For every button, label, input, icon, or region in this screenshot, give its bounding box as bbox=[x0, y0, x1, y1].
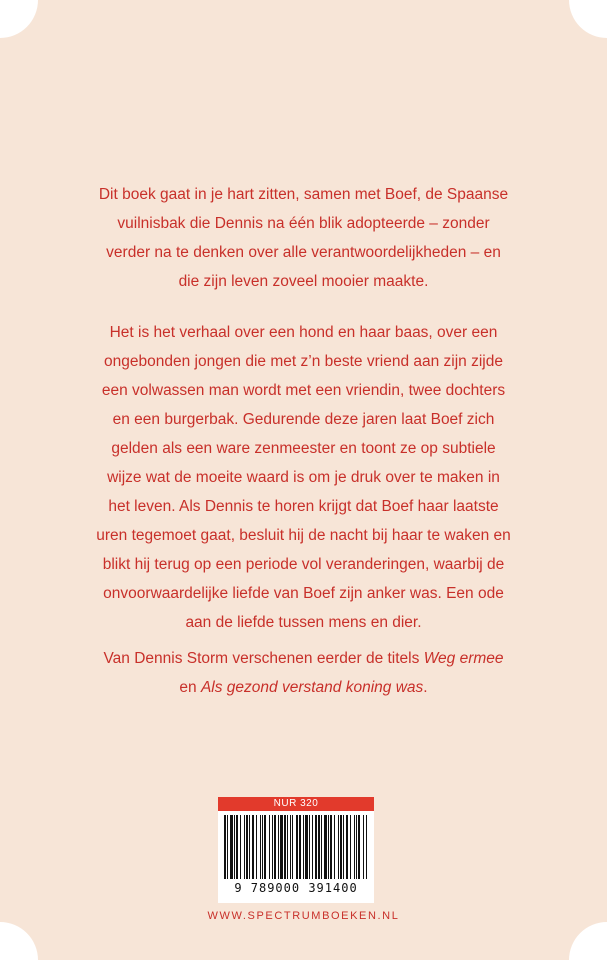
barcode-bar bbox=[234, 815, 235, 879]
previous-title-1: Weg ermee bbox=[423, 650, 504, 667]
barcode-bar bbox=[312, 815, 313, 879]
barcode-bar bbox=[224, 815, 226, 879]
barcode-bar bbox=[363, 815, 364, 879]
barcode-bar bbox=[278, 815, 279, 879]
barcode-bar bbox=[287, 815, 288, 879]
barcode-bar bbox=[262, 815, 263, 879]
previous-titles-note bbox=[96, 644, 511, 702]
barcode-bar bbox=[260, 815, 261, 879]
barcode-bar bbox=[366, 815, 367, 879]
barcode-bar bbox=[318, 815, 320, 879]
blurb-paragraph-2: Het is het verhaal over een hond en haar baas, over een ongebonden jongen die met z’n beste vriend aan zijn zijde een volwassen man wordt met een vriendin, twee dochters en een burgerbak. Gedurende deze jaren laat Boef zich gelden als een ware zenmeester en toont ze op subtiele wijze wat de moeite waard is om je druk over te maken in het leven. Als Dennis te horen krijgt dat Boef haar laatste uren tegemoet gaat, besluit hij de nacht bij haar te waken en blikt hij terug op een periode vol veranderingen, waarbij de onvoorwaardelijke liefde van Boef zijn anker was. Een ode aan de liefde tussen mens en dier. bbox=[96, 324, 511, 631]
barcode-bar bbox=[236, 815, 238, 879]
barcode-bar bbox=[256, 815, 257, 879]
barcode-bar bbox=[356, 815, 357, 879]
barcode-bar bbox=[330, 815, 332, 879]
barcode-bar bbox=[346, 815, 348, 879]
barcode-bar bbox=[246, 815, 248, 879]
blurb-paragraph-1: Dit boek gaat in je hart zitten, samen met Boef, de Spaanse vuilnisbak die Dennis na één blik adopteerde – zonder verder na te denken over alle verantwoordelijkheden – en die zijn leven zoveel mooier maakte. bbox=[98, 186, 509, 290]
barcode-bar bbox=[230, 815, 233, 879]
previous-titles-prefix: Van Dennis Storm verschenen eerder de titels bbox=[103, 650, 420, 667]
barcode-bar bbox=[350, 815, 351, 879]
barcode-bar bbox=[334, 815, 335, 879]
barcode-bar bbox=[343, 815, 344, 879]
barcode-bar bbox=[284, 815, 286, 879]
barcode-bar bbox=[296, 815, 298, 879]
barcode-box bbox=[218, 811, 374, 903]
barcode-bar bbox=[340, 815, 342, 879]
barcode-bar bbox=[227, 815, 228, 879]
barcode-bar bbox=[264, 815, 266, 879]
barcode-bar bbox=[280, 815, 283, 879]
barcode-bar bbox=[269, 815, 270, 879]
barcode-bar bbox=[303, 815, 304, 879]
barcode-bar bbox=[244, 815, 245, 879]
barcode-bar bbox=[274, 815, 276, 879]
barcode-bar bbox=[290, 815, 291, 879]
barcode-bar bbox=[309, 815, 310, 879]
previous-titles-suffix: . bbox=[423, 679, 428, 696]
barcode-bar bbox=[338, 815, 339, 879]
ean-number: 9 789000 391400 bbox=[234, 881, 358, 895]
barcode-bar bbox=[252, 815, 254, 879]
isbn-barcode bbox=[218, 797, 374, 903]
previous-titles-middle: en bbox=[179, 679, 197, 696]
barcode-bar bbox=[305, 815, 308, 879]
barcode-bar bbox=[354, 815, 355, 879]
barcode-bar bbox=[299, 815, 301, 879]
barcode-bars bbox=[224, 815, 368, 879]
barcode-bar bbox=[328, 815, 329, 879]
barcode-bar bbox=[249, 815, 250, 879]
previous-title-2: Als gezond verstand koning was bbox=[200, 679, 424, 696]
barcode-bar bbox=[292, 815, 293, 879]
barcode-bar bbox=[240, 815, 241, 879]
barcode-bar bbox=[315, 815, 317, 879]
barcode-bar bbox=[358, 815, 360, 879]
nur-label: NUR 320 bbox=[218, 797, 374, 811]
barcode-bar bbox=[324, 815, 327, 879]
barcode-bar bbox=[321, 815, 322, 879]
publisher-website: WWW.SPECTRUMBOEKEN.NL bbox=[207, 910, 400, 922]
barcode-bar bbox=[272, 815, 273, 879]
